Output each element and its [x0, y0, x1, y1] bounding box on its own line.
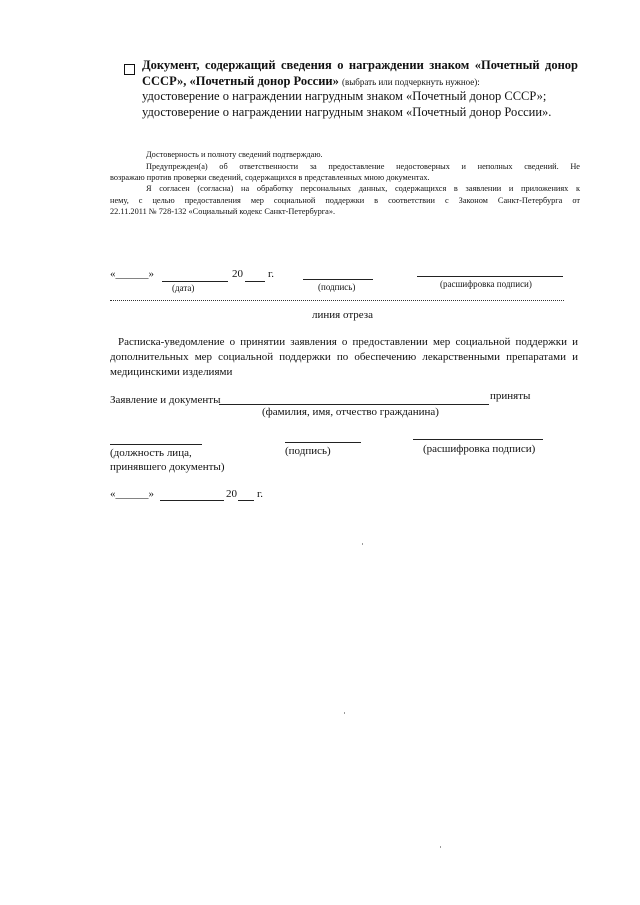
receipt-citizen-name-line[interactable]: [219, 404, 489, 405]
award-select-note: (выбрать или подчеркнуть нужное):: [342, 77, 480, 87]
declaration-consent-line-3: 22.11.2011 № 728-132 «Социальный кодекс Санкт-Петербурга».: [110, 207, 336, 216]
declaration-consent-line-1: Я согласен (согласна) на обработку персональных данных, содержащихся в заявлении и приложениях к: [146, 184, 580, 193]
award-option-ussr[interactable]: удостоверение о награждении нагрудным знаком «Почетный донор СССР»;: [142, 89, 547, 103]
declaration-confirm: Достоверность и полноту сведений подтверждаю.: [146, 150, 323, 159]
receipt-signature-label: (подпись): [285, 445, 331, 457]
scan-speck: [440, 846, 441, 848]
award-heading-line-1: Документ, содержащий сведения о награждении знаком «Почетный донор: [142, 58, 578, 72]
receipt-signature-line[interactable]: [285, 442, 361, 443]
applicant-date-year-line[interactable]: [245, 281, 265, 282]
cut-line-label: линия отреза: [312, 309, 373, 321]
scan-speck: [362, 543, 363, 545]
applicant-decoding-line[interactable]: [417, 276, 563, 277]
receipt-position-label-2: принявшего документы): [110, 461, 225, 473]
applicant-date-month-line[interactable]: [162, 281, 228, 282]
applicant-decoding-label: (расшифровка подписи): [440, 279, 532, 289]
receipt-docs-label: Заявление и документы: [110, 394, 221, 406]
receipt-title-line-2: дополнительных мер социальной поддержки по обеспечению лекарственными препаратами и: [110, 351, 578, 363]
receipt-position-line[interactable]: [110, 444, 202, 445]
receipt-decoding-label: (расшифровка подписи): [423, 443, 536, 455]
receipt-title-line-3: медицинскими изделиями: [110, 366, 233, 378]
applicant-date-day: «______»: [110, 268, 154, 280]
award-option-russia[interactable]: удостоверение о награждении нагрудным знаком «Почетный донор России».: [142, 105, 552, 119]
receipt-title-line-1: Расписка-уведомление о принятии заявления о предоставлении мер социальной поддержки и: [118, 336, 578, 348]
applicant-date-year: 20: [232, 268, 243, 280]
scan-speck: [344, 712, 345, 714]
applicant-date-label: (дата): [172, 283, 195, 293]
applicant-date-field[interactable]: [110, 268, 154, 280]
receipt-docs-accepted: приняты: [490, 390, 531, 402]
receipt-date-field[interactable]: [110, 488, 154, 500]
applicant-date-suffix: г.: [268, 268, 275, 280]
receipt-date-suffix: г.: [257, 488, 264, 500]
award-heading-bold: СССР», «Почетный донор России»: [142, 74, 339, 88]
receipt-date-day: «______»: [110, 488, 154, 500]
declaration-warned-line-2: возражаю против проверки сведений, содержащихся в представленных мною документах.: [110, 173, 430, 182]
applicant-signature-label: (подпись): [318, 282, 356, 292]
award-document-checkbox[interactable]: [124, 64, 135, 75]
declaration-warned-line-1: Предупрежден(а) об ответственности за предоставление недостоверных и неполных сведений. Не: [146, 162, 580, 171]
receipt-position-label-1: (должность лица,: [110, 447, 192, 459]
cut-line: [110, 300, 564, 301]
receipt-decoding-line[interactable]: [413, 439, 543, 440]
receipt-fio-label: (фамилия, имя, отчество гражданина): [262, 406, 439, 418]
receipt-date-year: 20: [226, 488, 237, 500]
declaration-consent-line-2: нему, с целью предоставления мер социальной поддержки в соответствии с Законом Санкт-Петербурга от: [110, 196, 580, 205]
receipt-date-year-line[interactable]: [238, 500, 254, 501]
award-heading-line-2: [142, 74, 480, 89]
applicant-signature-line[interactable]: [303, 279, 373, 280]
receipt-date-month-line[interactable]: [160, 500, 224, 501]
